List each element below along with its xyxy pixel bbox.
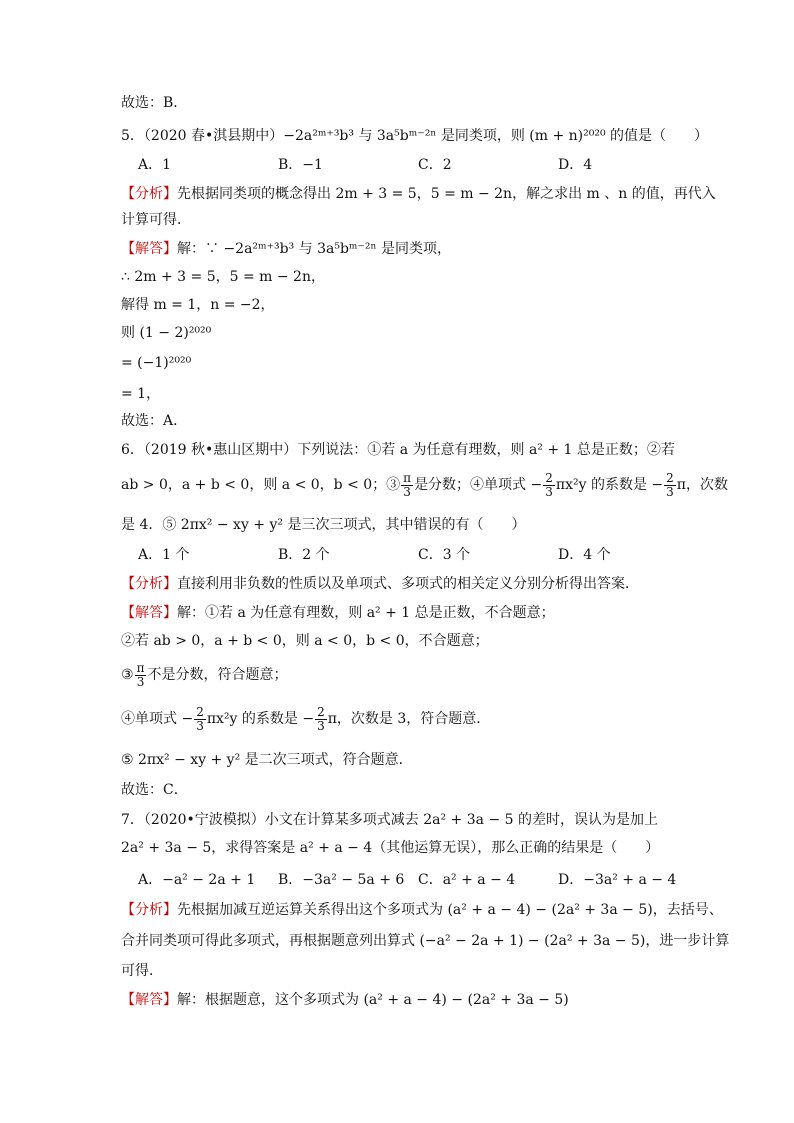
q6-analysis: 【分析】直接利用非负数的性质以及单项式、多项式的相关定义分别分析得出答案． (121, 576, 639, 592)
fraction-2-over-3: $\frac{2}{3}$ (196, 704, 204, 733)
q5-step-1: ∴ 2m + 3 = 5，5 = m − 2n， (121, 269, 325, 285)
q5-stem: 5．（2020 春•淇县期中）−2a²ᵐ⁺³b³ 与 3a⁵bᵐ⁻²ⁿ 是同类项，则 (m + n)²⁰²⁰ 的值是（ ） (121, 128, 709, 144)
q5-option-a: A．1 (138, 157, 172, 173)
q5-option-d: D．4 (558, 157, 593, 173)
fraction-2-over-3: $\frac{2}{3}$ (545, 470, 553, 499)
analysis-tag: 【分析】 (121, 902, 177, 918)
fraction-pi-over-3: $\frac{\pi}{3}$ (136, 660, 145, 689)
q7-stem: 7．（2020•宁波模拟）小文在计算某多项式减去 2a² + 3a − 5 的差时，误认为是加上 (121, 812, 658, 828)
q5-step-5: = 1， (121, 386, 161, 402)
q5-step-3: 则 (1 − 2)²⁰²⁰ (121, 325, 212, 341)
q5-option-b: B．−1 (278, 157, 323, 173)
fraction-2-over-3: $\frac{2}{3}$ (666, 470, 674, 499)
q7-analysis-cont-2: 可得． (121, 963, 163, 979)
analysis-tag: 【分析】 (121, 186, 177, 202)
q7-options (138, 870, 698, 890)
q6-step-5: ⑤ 2πx² − xy + y² 是二次三项式，符合题意． (121, 752, 413, 768)
q6-step-3: ③ $\frac{\pi}{3}$ 不是分数，符合题意； (121, 660, 288, 689)
q6-solution: 【解答】解：①若 a 为任意有理数，则 a² + 1 总是正数，不合题意； (121, 605, 555, 621)
q6-stem-3: 是 4．⑤ 2πx² − xy + y² 是三次三项式，其中错误的有（ ） (121, 517, 526, 533)
q5-step-4: = (−1)²⁰²⁰ (121, 355, 192, 371)
q7-solution: 【解答】解：根据题意，这个多项式为 (a² + a − 4) − (2a² + 3a − 5) (121, 992, 569, 1008)
q7-option-d: D．−3a² + a − 4 (558, 872, 677, 888)
q5-step-2: 解得 m = 1，n = −2， (121, 297, 275, 313)
q6-option-a: A．1 个 (138, 547, 190, 563)
q6-option-d: D．4 个 (558, 547, 611, 563)
q7-option-c: C．a² + a − 4 (418, 872, 516, 888)
q6-options (138, 545, 698, 565)
fraction-2-over-3: $\frac{2}{3}$ (317, 704, 325, 733)
q6-step-4: ④单项式 − $\frac{2}{3}$ πx²y 的系数是 − $\frac{2}{3}$ π，次数是 3，符合题意． (121, 704, 491, 733)
q7-option-a: A．−a² − 2a + 1 (138, 872, 256, 888)
q5-analysis: 【分析】先根据同类项的概念得出 2m + 3 = 5，5 = m − 2n，解之求出 m 、n 的值，再代入 (121, 186, 716, 202)
q7-stem-2: 2a² + 3a − 5，求得答案是 a² + a − 4（其他运算无误），那么正确的结果是（ ） (121, 840, 660, 856)
q7-analysis-cont: 合并同类项可得此多项式，再根据题意列出算式 (−a² − 2a + 1) − (2a² + 3a − 5)，进一步计算 (121, 933, 730, 949)
q6-stem: 6．（2019 秋•惠山区期中）下列说法：①若 a 为任意有理数，则 a² + 1 总是正数；②若 (121, 442, 675, 458)
q5-solution: 【解答】解：∵ −2a²ᵐ⁺³b³ 与 3a⁵bᵐ⁻²ⁿ 是同类项， (121, 241, 452, 257)
q5-options (138, 155, 698, 175)
q6-answer: 故选：C． (121, 782, 188, 798)
solution-tag: 【解答】 (121, 605, 177, 621)
q4-answer: 故选：B． (121, 95, 188, 111)
q7-option-b: B．−3a² − 5a + 6 (278, 872, 405, 888)
q5-answer: 故选：A． (121, 413, 188, 429)
q6-option-b: B．2 个 (278, 547, 330, 563)
analysis-tag: 【分析】 (121, 576, 177, 592)
fraction-pi-over-3: $\frac{\pi}{3}$ (403, 470, 412, 499)
q6-stem-2: ab > 0，a + b < 0，则 a < 0，b < 0；③ $\frac{\pi}{3}$ 是分数；④单项式 − $\frac{2}{3}$ πx²y 的系数是 − $\frac{2}{3}$ π，次数 (121, 470, 728, 499)
q5-option-c: C．2 (418, 157, 452, 173)
q6-option-c: C．3 个 (418, 547, 471, 563)
q5-analysis-cont: 计算可得． (121, 212, 191, 228)
solution-tag: 【解答】 (121, 241, 177, 257)
solution-tag: 【解答】 (121, 992, 177, 1008)
q6-step-2: ②若 ab > 0，a + b < 0，则 a < 0，b < 0，不合题意； (121, 633, 489, 649)
q7-analysis: 【分析】先根据加减互逆运算关系得出这个多项式为 (a² + a − 4) − (2a² + 3a − 5)，去括号、 (121, 902, 723, 918)
